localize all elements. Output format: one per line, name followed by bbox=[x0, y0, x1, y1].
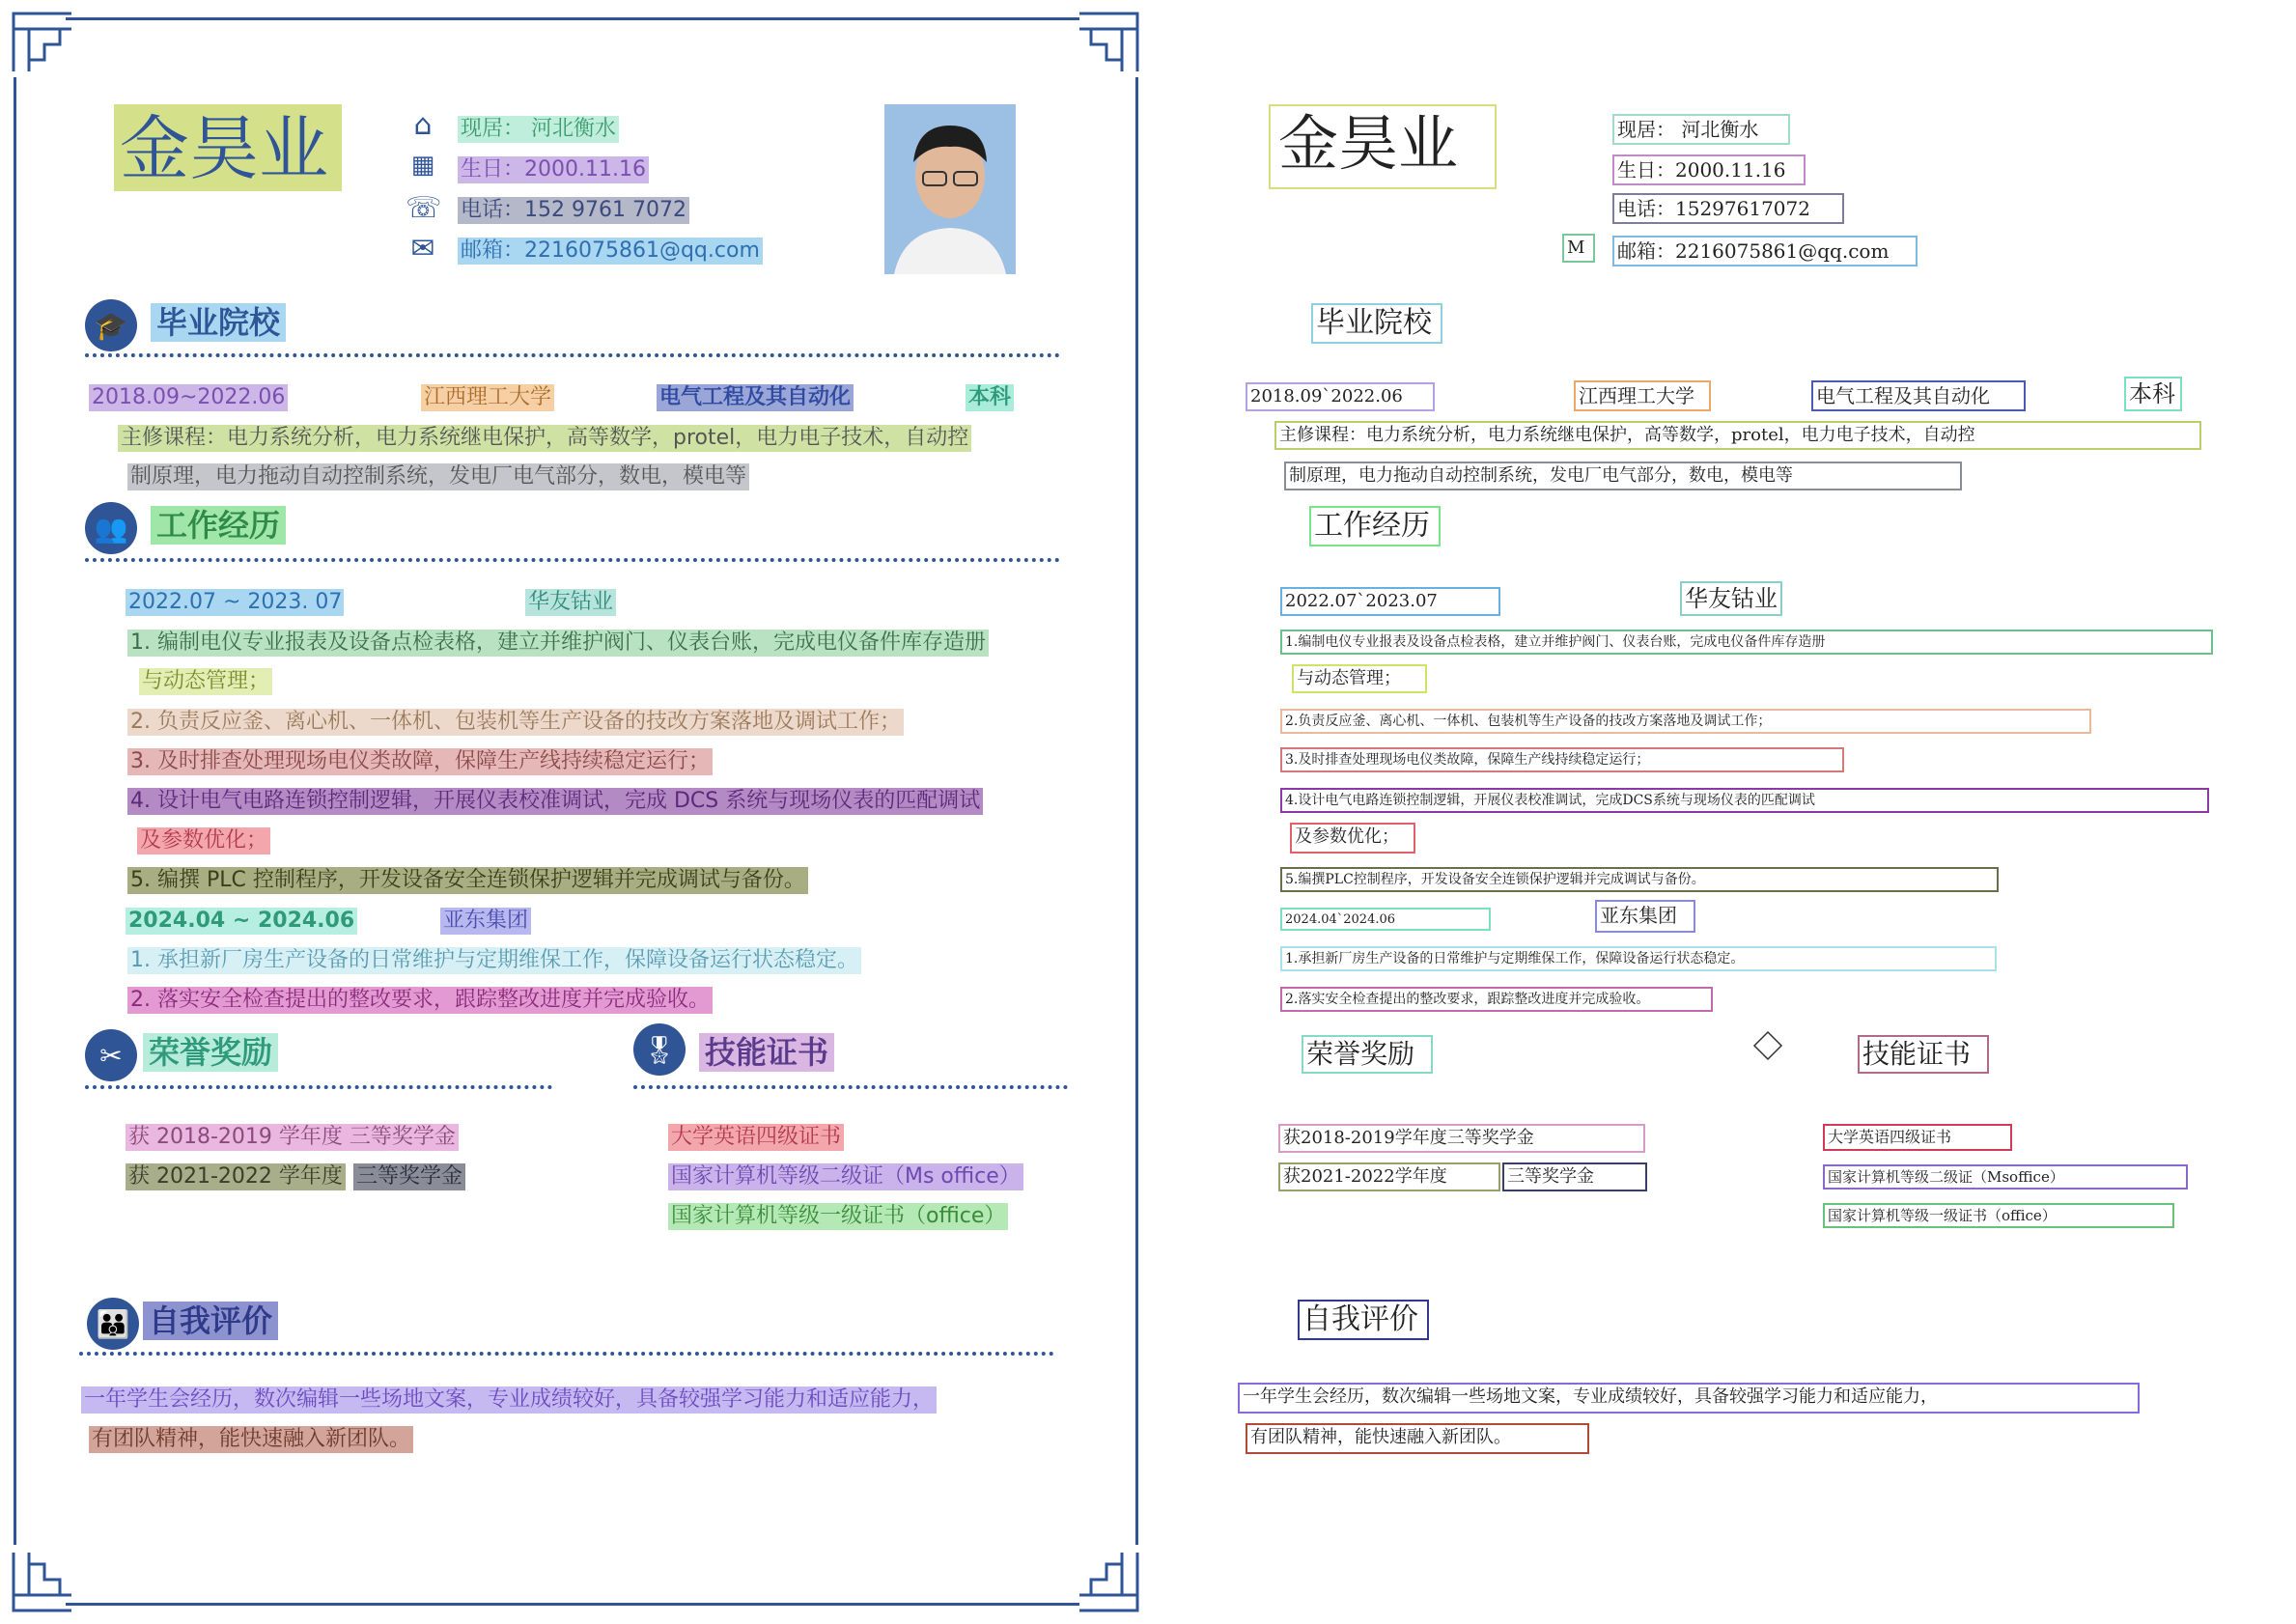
ocr-birthday: 生日：2000.11.16 bbox=[1612, 154, 1806, 185]
ocr-job2-item-1: 1.承担新厂房生产设备的日常维护与定期维保工作，保障设备运行状态稳定。 bbox=[1280, 946, 1997, 971]
ocr-skill-3: 国家计算机等级一级证书（office） bbox=[1823, 1203, 2174, 1228]
honor-2: 获 2021-2022 学年度 bbox=[126, 1163, 346, 1190]
honor-1: 获 2018-2019 学年度 三等奖学金 bbox=[126, 1124, 459, 1151]
tools-icon: ✂ bbox=[85, 1029, 137, 1081]
honor-2-award: 三等奖学金 bbox=[353, 1163, 465, 1190]
ocr-courses-1: 主修课程：电力系统分析，电力系统继电保护，高等数学，protel，电力电子技术，自动控 bbox=[1274, 421, 2201, 450]
skill-1: 大学英语四级证书 bbox=[668, 1124, 844, 1151]
ocr-honor-2: 获2021-2022学年度 bbox=[1278, 1162, 1500, 1191]
ocr-honor-2-award: 三等奖学金 bbox=[1502, 1162, 1647, 1191]
skills-section-title: 技能证书 bbox=[699, 1033, 834, 1072]
frame-top bbox=[66, 17, 1079, 20]
skill-2: 国家计算机等级二级证（Ms office） bbox=[668, 1163, 1023, 1190]
ocr-residence: 现居： 河北衡水 bbox=[1612, 114, 1790, 145]
ocr-work-title: 工作经历 bbox=[1309, 506, 1441, 546]
frame-right bbox=[1135, 77, 1138, 1545]
ocr-skill-1: 大学英语四级证书 bbox=[1823, 1124, 2012, 1151]
ocr-skills-title: 技能证书 bbox=[1858, 1035, 1989, 1074]
ocr-self-eval-line-1: 一年学生会经历，数次编辑一些场地文案，专业成绩较好，具备较强学习能力和适应能力， bbox=[1238, 1383, 2140, 1414]
education-period: 2018.09~2022.06 bbox=[89, 384, 288, 411]
job1-item-2: 2. 负责反应釜、离心机、一体机、包装机等生产设备的技改方案落地及调试工作； bbox=[127, 709, 904, 736]
person-silhouette-icon bbox=[884, 104, 1016, 274]
email-text: 邮箱：2216075861@qq.com bbox=[458, 238, 763, 265]
ocr-education-title: 毕业院校 bbox=[1311, 303, 1442, 344]
job1-item-1-cont: 与动态管理； bbox=[139, 668, 272, 695]
ocr-job2-item-2: 2.落实安全检查提出的整改要求，跟踪整改进度并完成验收。 bbox=[1280, 987, 1713, 1012]
job1-item-4-cont: 及参数优化； bbox=[137, 827, 270, 854]
frame-left bbox=[14, 77, 16, 1545]
profile-photo bbox=[884, 104, 1016, 274]
family-icon: 👪 bbox=[87, 1298, 139, 1350]
work-divider bbox=[85, 558, 1060, 562]
certificate-icon: 🎖 bbox=[633, 1023, 686, 1076]
corner-ornament-bottom-left bbox=[10, 1549, 75, 1614]
self-eval-line-2: 有团队精神，能快速融入新团队。 bbox=[89, 1426, 413, 1453]
ocr-job1-item-3: 3.及时排查处理现场电仪类故障，保障生产线持续稳定运行； bbox=[1280, 747, 1844, 772]
education-section-title: 毕业院校 bbox=[151, 303, 286, 342]
education-divider bbox=[85, 353, 1060, 357]
ocr-name: 金昊业 bbox=[1269, 104, 1497, 189]
birthday-text: 生日：2000.11.16 bbox=[458, 156, 649, 183]
job1-item-4: 4. 设计电气电路连锁控制逻辑，开展仪表校准调试，完成 DCS 系统与现场仪表的匹配调试 bbox=[127, 788, 983, 815]
job1-company: 华友钴业 bbox=[525, 589, 616, 616]
ocr-job1-item-5: 5.编撰PLC控制程序，开发设备安全连锁保护逻辑并完成调试与备份。 bbox=[1280, 867, 1999, 892]
job2-item-2: 2. 落实安全检查提出的整改要求，跟踪整改进度并完成验收。 bbox=[127, 987, 713, 1014]
diamond-glyph-icon bbox=[1751, 1029, 1784, 1062]
calendar-icon: ▦ bbox=[410, 151, 435, 180]
resume-page-ocr bbox=[1149, 0, 2296, 1624]
job1-period: 2022.07 ~ 2023. 07 bbox=[126, 589, 344, 616]
job2-period: 2024.04 ~ 2024.06 bbox=[126, 908, 357, 935]
job1-item-1: 1. 编制电仪专业报表及设备点检表格，建立并维护阀门、仪表台账，完成电仪备件库存造册 bbox=[127, 630, 989, 657]
ocr-job1-item-1: 1.编制电仪专业报表及设备点检表格，建立并维护阀门、仪表台账，完成电仪备件库存造册 bbox=[1280, 630, 2213, 655]
name-heading: 金昊业 bbox=[114, 104, 342, 191]
skill-3: 国家计算机等级一级证书（office） bbox=[668, 1203, 1008, 1230]
courses-line-2: 制原理，电力拖动自动控制系统，发电厂电气部分，数电，模电等 bbox=[127, 463, 749, 490]
self-eval-divider bbox=[79, 1352, 1054, 1356]
ocr-job1-item-4: 4.设计电气电路连锁控制逻辑，开展仪表校准调试，完成DCS系统与现场仪表的匹配调试 bbox=[1280, 788, 2209, 813]
ocr-skill-2: 国家计算机等级二级证（Msoffice） bbox=[1823, 1164, 2188, 1190]
job2-company: 亚东集团 bbox=[440, 908, 531, 935]
corner-ornament-bottom-right bbox=[1076, 1549, 1141, 1614]
ocr-job1-company: 华友钴业 bbox=[1680, 581, 1782, 616]
ocr-honor-1: 获2018-2019学年度三等奖学金 bbox=[1278, 1124, 1645, 1153]
ocr-job1-item-2: 2.负责反应釜、离心机、一体机、包装机等生产设备的技改方案落地及调试工作； bbox=[1280, 709, 2091, 734]
ocr-email: 邮箱：2216075861@qq.com bbox=[1612, 236, 1918, 266]
major-name: 电气工程及其自动化 bbox=[657, 384, 854, 411]
ocr-courses-2: 制原理，电力拖动自动控制系统，发电厂电气部分，数电，模电等 bbox=[1284, 462, 1962, 490]
ocr-school: 江西理工大学 bbox=[1574, 380, 1711, 411]
frame-bottom bbox=[66, 1603, 1079, 1606]
ocr-job1-item-1-cont: 与动态管理； bbox=[1292, 664, 1427, 693]
ocr-self-eval-line-2: 有团队精神，能快速融入新团队。 bbox=[1246, 1423, 1589, 1454]
ocr-mail-glyph: M bbox=[1562, 234, 1595, 263]
school-name: 江西理工大学 bbox=[421, 384, 554, 411]
ocr-degree: 本科 bbox=[2124, 377, 2182, 411]
job2-item-1: 1. 承担新厂房生产设备的日常维护与定期维保工作，保障设备运行状态稳定。 bbox=[127, 947, 861, 974]
degree: 本科 bbox=[966, 384, 1014, 411]
self-eval-line-1: 一年学生会经历，数次编辑一些场地文案，专业成绩较好，具备较强学习能力和适应能力， bbox=[81, 1386, 937, 1414]
team-icon: 👥 bbox=[85, 502, 137, 554]
ocr-education-period: 2018.09`2022.06 bbox=[1246, 382, 1435, 411]
ocr-honors-title: 荣誉奖励 bbox=[1302, 1035, 1433, 1074]
ocr-job2-company: 亚东集团 bbox=[1595, 900, 1695, 933]
ocr-job1-period: 2022.07`2023.07 bbox=[1280, 587, 1500, 616]
honors-section-title: 荣誉奖励 bbox=[143, 1033, 278, 1072]
job1-item-3: 3. 及时排查处理现场电仪类故障，保障生产线持续稳定运行； bbox=[127, 748, 713, 775]
self-eval-section-title: 自我评价 bbox=[143, 1302, 278, 1340]
courses-line-1: 主修课程：电力系统分析，电力系统继电保护，高等数学，protel，电力电子技术，自动控 bbox=[118, 425, 971, 452]
phone-icon: ☏ bbox=[406, 191, 442, 225]
ocr-major: 电气工程及其自动化 bbox=[1811, 380, 2026, 411]
home-icon: ⌂ bbox=[413, 108, 433, 142]
skills-divider bbox=[633, 1085, 1068, 1089]
ocr-job1-item-4-cont: 及参数优化； bbox=[1290, 823, 1415, 854]
corner-ornament-top-left bbox=[10, 10, 75, 75]
ocr-phone: 电话：15297617072 bbox=[1612, 193, 1844, 224]
mail-icon: ✉ bbox=[410, 232, 435, 266]
graduation-cap-icon: 🎓 bbox=[85, 299, 137, 351]
phone-text: 电话：152 9761 7072 bbox=[458, 197, 689, 224]
work-section-title: 工作经历 bbox=[151, 506, 286, 545]
job1-item-5: 5. 编撰 PLC 控制程序，开发设备安全连锁保护逻辑并完成调试与备份。 bbox=[127, 867, 808, 894]
ocr-job2-period: 2024.04`2024.06 bbox=[1280, 908, 1491, 931]
corner-ornament-top-right bbox=[1076, 10, 1141, 75]
ocr-self-eval-title: 自我评价 bbox=[1298, 1300, 1429, 1340]
honors-divider bbox=[85, 1085, 552, 1089]
residence-text: 现居： 河北衡水 bbox=[458, 116, 619, 143]
